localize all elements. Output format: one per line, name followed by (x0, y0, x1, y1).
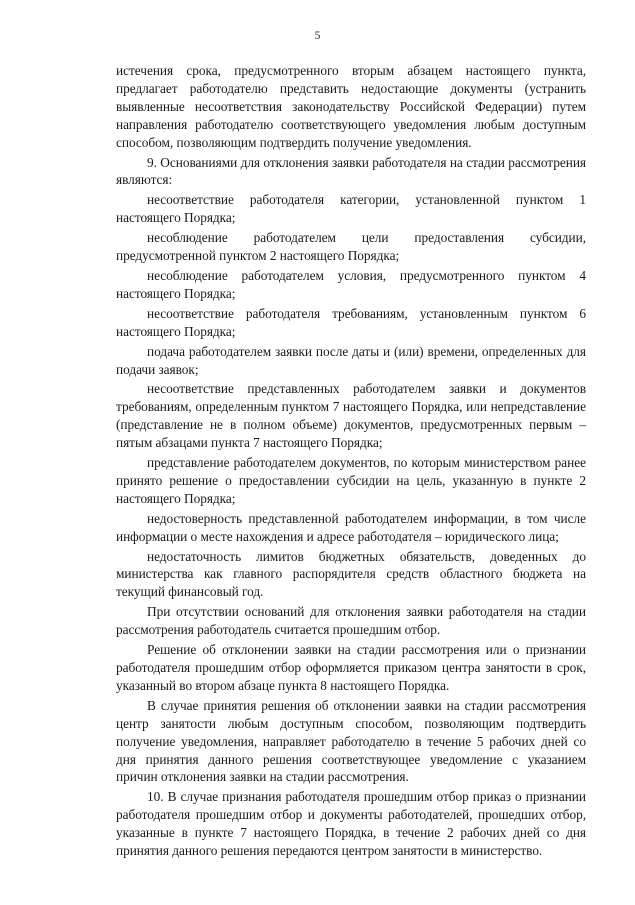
paragraph-continuation: истечения срока, предусмотренного вторым абзацем настоящего пункта, предлагает работодателю представить недостающие документы (устранить выявленные несоответствия законодательству Российской Федерации) путем направления работодателю соответствующего уведомления любым доступным способом, позволяющим подтвердить получение уведомления. (116, 63, 586, 150)
document-body (116, 62, 586, 860)
paragraph-passed-selection: При отсутствии оснований для отклонения заявки работодателя на стадии рассмотрения работодатель считается прошедшим отбор. (116, 604, 586, 638)
paragraph-reason-late-submission: подача работодателем заявки после даты и (или) времени, определенных для подачи заявок; (116, 343, 586, 377)
paragraph-reason-documents: несоответствие представленных работодателем заявки и документов требованиям, определенным пунктом 7 настоящего Порядка, или непредставление (представление не в полном объеме) документов, предусмотренных первым – пятым абзацами пункта 7 настоящего Порядка; (116, 381, 586, 451)
paragraph-reason-false-info: недостоверность представленной работодателем информации, в том числе информации о месте нахождения и адресе работодателя – юридического лица; (116, 510, 586, 544)
paragraph-reason-budget-limits: недостаточность лимитов бюджетных обязательств, доведенных до министерства как главного распорядителя средств областного бюджета на текущий финансовый год. (116, 548, 586, 600)
paragraph-item-9: 9. Основаниями для отклонения заявки работодателя на стадии рассмотрения являются: (116, 154, 586, 188)
paragraph-reason-purpose: несоблюдение работодателем цели предоставления субсидии, предусмотренной пунктом 2 настоящего Порядка; (116, 230, 586, 264)
paragraph-reason-requirements: несоответствие работодателя требованиям, установленным пунктом 6 настоящего Порядка; (116, 305, 586, 339)
paragraph-rejection-notice: В случае принятия решения об отклонении заявки на стадии рассмотрения центр занятости любым доступным способом, позволяющим подтвердить получение уведомления, направляет работодателю в течение 5 рабочих дней со дня принятия данного решения соответствующее уведомление с указанием причин отклонения заявки на стадии рассмотрения. (116, 697, 586, 785)
paragraph-decision-order: Решение об отклонении заявки на стадии рассмотрения или о признании работодателя прошедшим отбор оформляется приказом центра занятости в срок, указанный во втором абзаце пункта 8 настоящего Порядка. (116, 642, 586, 693)
paragraph-reason-condition: несоблюдение работодателем условия, предусмотренного пунктом 4 настоящего Порядка; (116, 267, 586, 301)
paragraph-item-10: 10. В случае признания работодателя прошедшим отбор приказ о признании работодателя прошедшим отбор и документы работодателей, прошедших отбор, указанные в пункте 7 настоящего Порядка, в течение 2 рабочих дней со дня принятия данного решения передаются центром занятости в министерство. (116, 789, 586, 859)
paragraph-reason-category: несоответствие работодателя категории, установленной пунктом 1 настоящего Порядка; (116, 192, 586, 226)
page-number: 5 (314, 30, 321, 42)
paragraph-reason-previous-decision: представление работодателем документов, по которым министерством ранее принято решение о предоставлении субсидии на цель, указанную в пункте 2 настоящего Порядка; (116, 455, 586, 506)
